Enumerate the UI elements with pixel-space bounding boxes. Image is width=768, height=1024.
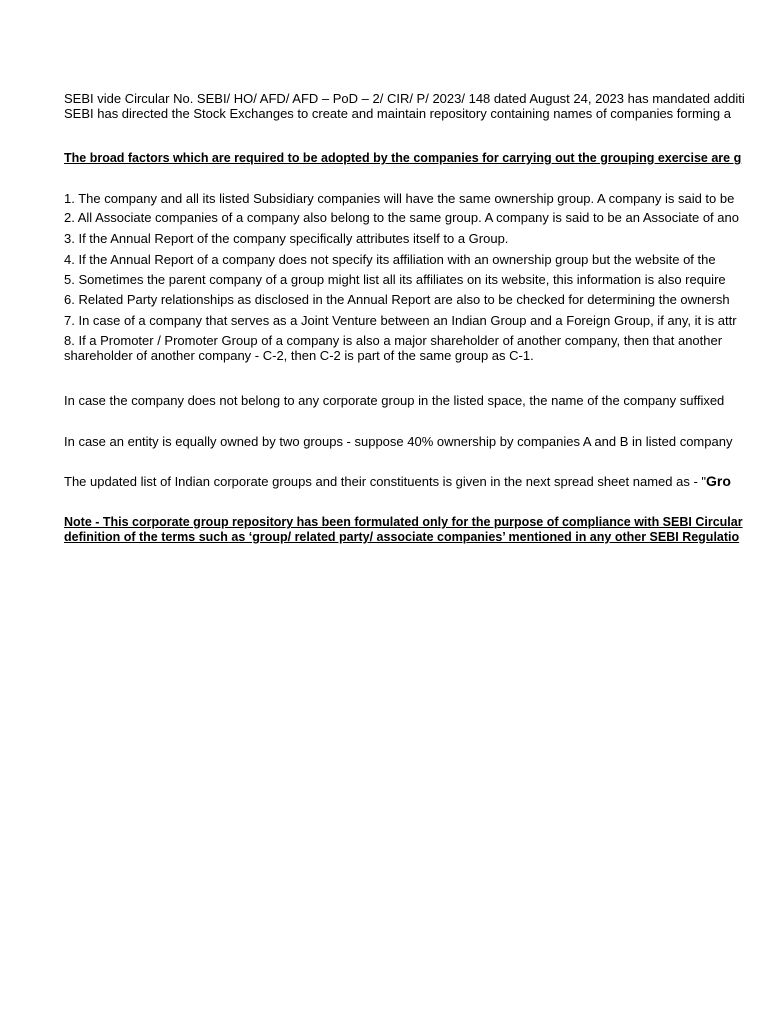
factor-item-8-continued: shareholder of another company - C-2, then C-2 is part of the same group as C-1. <box>64 348 534 363</box>
intro-line-2: SEBI has directed the Stock Exchanges to create and maintain repository containing names of companies forming a <box>64 106 731 121</box>
factor-item-8: 8. If a Promoter / Promoter Group of a company is also a major shareholder of another company, then that another <box>64 333 723 348</box>
no-group-paragraph: In case the company does not belong to any corporate group in the listed space, the name of the company suffixed <box>64 393 725 408</box>
factor-item-7: 7. In case of a company that serves as a Joint Venture between an Indian Group and a Foreign Group, if any, it is attr <box>64 313 737 328</box>
factor-item-4: 4. If the Annual Report of a company does not specify its affiliation with an ownership group but the website of the <box>64 252 716 267</box>
note-line-1: Note - This corporate group repository has been formulated only for the purpose of compliance with SEBI Circular <box>64 515 743 529</box>
updated-list-paragraph <box>64 474 731 489</box>
factors-heading: The broad factors which are required to be adopted by the companies for carrying out the grouping exercise are g <box>64 151 742 165</box>
note-line-2: definition of the terms such as ‘group/ related party/ associate companies’ mentioned in any other SEBI Regulatio <box>64 530 740 544</box>
updated-list-text: The updated list of Indian corporate groups and their constituents is given in the next spread sheet named as - " <box>64 474 707 489</box>
factor-item-6: 6. Related Party relationships as disclosed in the Annual Report are also to be checked for determining the ownersh <box>64 292 730 307</box>
factor-item-5: 5. Sometimes the parent company of a group might list all its affiliates on its website, this information is also require <box>64 272 726 287</box>
equal-ownership-paragraph: In case an entity is equally owned by two groups - suppose 40% ownership by companies A and B in listed company <box>64 434 733 449</box>
factor-item-3: 3. If the Annual Report of the company specifically attributes itself to a Group. <box>64 231 509 246</box>
intro-line-1: SEBI vide Circular No. SEBI/ HO/ AFD/ AFD – PoD – 2/ CIR/ P/ 2023/ 148 dated August 24, 2023 has mandated additi <box>64 91 745 106</box>
factor-item-2: 2. All Associate companies of a company also belong to the same group. A company is said to be an Associate of ano <box>64 210 739 225</box>
factor-item-1: 1. The company and all its listed Subsidiary companies will have the same ownership group. A company is said to be <box>64 191 735 206</box>
updated-list-sheet-name: Gro <box>706 473 731 489</box>
